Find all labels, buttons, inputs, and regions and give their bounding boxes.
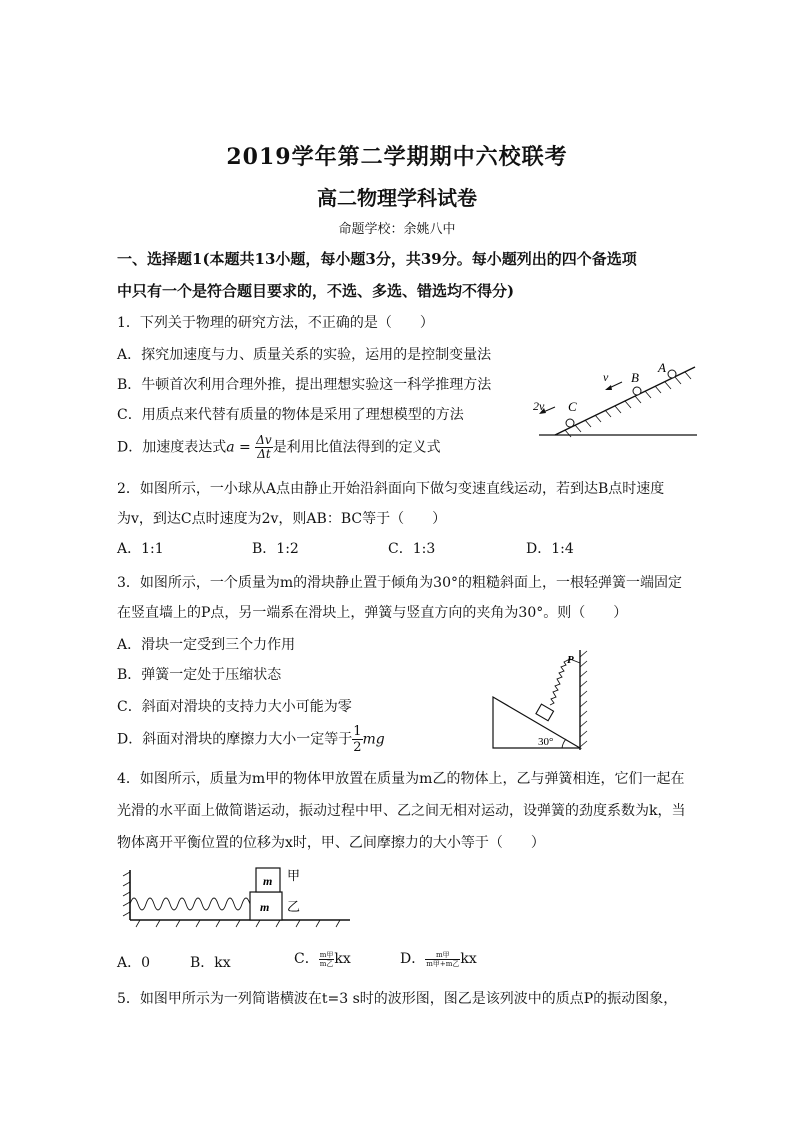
q4-option-d <box>400 948 477 968</box>
q4-stem-line3: 物体离开平衡位置的位移为x时，甲、乙间摩擦力的大小等于（ ） <box>117 835 545 851</box>
q1-fig-label-v: v <box>603 370 609 384</box>
q3-option-d-fraction <box>352 724 362 755</box>
q3-fig-label-angle: 30° <box>538 736 554 748</box>
q1-option-a: A．探究加速度与力、质量关系的实验，运用的是控制变量法 <box>117 347 492 363</box>
q1-fig-label-a: A <box>658 360 666 375</box>
q3-option-d-denominator: 2 <box>353 740 362 755</box>
q1-option-d-fraction <box>255 434 272 461</box>
exam-title: 2019学年第二学期期中六校联考 <box>226 144 568 170</box>
q4-option-d-suffix: kx <box>460 951 477 967</box>
q1-incline-figure <box>525 355 705 445</box>
q4-option-c-fraction <box>319 951 335 968</box>
q2-stem-line1: 2．如图所示，一小球从A点由静止开始沿斜面向下做匀变速直线运动，若到达B点时速度 <box>117 481 665 497</box>
q4-fig-block-bottom: m <box>260 900 270 914</box>
q4-option-c-denominator: m乙 <box>319 959 334 968</box>
q5-stem-line1: 5．如图甲所示为一列简谐横波在t=3 s时的波形图，图乙是该列波中的质点P的振动图象， <box>117 991 678 1007</box>
q3-option-b: B．弹簧一定处于压缩状态 <box>117 667 282 683</box>
q1-option-d <box>117 434 441 461</box>
q4-option-b: B．kx <box>190 955 231 971</box>
q4-fig-label-jia: 甲 <box>287 868 301 883</box>
exam-subtitle: 高二物理学科试卷 <box>317 186 477 210</box>
q4-option-d-denominator: m甲+m乙 <box>426 959 460 968</box>
q3-wedge-figure <box>488 645 603 755</box>
q1-option-d-eq: = <box>234 439 256 456</box>
q1-fig-label-b: B <box>631 370 639 385</box>
q4-option-d-numerator: m甲 <box>425 951 460 960</box>
q3-fig-label-p: P <box>567 654 574 666</box>
q4-fig-block-top: m <box>263 874 273 888</box>
q1-fig-label-c: C <box>568 399 577 414</box>
q4-stem-line1: 4．如图所示，质量为m甲的物体甲放置在质量为m乙的物体上，乙与弹簧相连，它们一起在 <box>117 771 685 787</box>
q3-option-d <box>117 724 385 755</box>
q3-option-d-prefix: D．斜面对滑块的摩擦力大小一定等于 <box>117 731 353 748</box>
q1-option-d-prefix: D．加速度表达式 <box>117 439 227 456</box>
q2-option-a: A．1:1 <box>117 541 164 557</box>
q4-option-c-suffix: kx <box>334 951 351 967</box>
q3-option-d-numerator: 1 <box>353 724 362 739</box>
q4-fig-label-yi: 乙 <box>287 899 301 914</box>
q1-option-d-var: a <box>226 439 235 456</box>
q4-option-c <box>294 948 351 968</box>
q1-stem: 1．下列关于物理的研究方法，不正确的是（ ） <box>117 315 434 331</box>
q4-option-d-prefix: D． <box>400 951 426 967</box>
q4-option-d-fraction <box>425 951 460 968</box>
q4-spring-figure <box>120 860 360 930</box>
q3-option-d-suffix: mg <box>362 731 385 748</box>
q3-option-a: A．滑块一定受到三个力作用 <box>117 637 296 653</box>
q4-option-c-prefix: C． <box>294 951 319 967</box>
q3-stem-line1: 3．如图所示，一个质量为m的滑块静止置于倾角为30°的粗糙斜面上，一根轻弹簧一端固定 <box>117 575 682 591</box>
q1-fig-label-2v: 2v <box>533 399 545 413</box>
q2-option-b: B．1:2 <box>252 541 299 557</box>
q1-option-b: B．牛顿首次利用合理外推，提出理想实验这一科学推理方法 <box>117 377 492 393</box>
section1-heading-line2: 中只有一个是符合题目要求的，不选、多选、错选均不得分) <box>117 282 515 300</box>
q4-option-c-numerator: m甲 <box>319 950 334 959</box>
q1-option-c: C．用质点来代替有质量的物体是采用了理想模型的方法 <box>117 407 464 423</box>
q4-option-a: A．0 <box>117 955 151 971</box>
q2-option-d: D．1:4 <box>526 541 574 557</box>
q1-option-d-suffix: 是利用比值法得到的定义式 <box>272 439 441 456</box>
q2-stem-line2: 为v，到达C点时速度为2v，则AB：BC等于（ ） <box>117 511 447 527</box>
q1-option-d-numerator: Δv <box>256 433 272 447</box>
q1-option-d-denominator: Δt <box>257 447 271 461</box>
section1-heading-line1: 一、选择题1(本题共13小题，每小题3分，共39分。每小题列出的四个备选项 <box>117 250 637 268</box>
q3-stem-line2: 在竖直墙上的P点，另一端系在滑块上，弹簧与竖直方向的夹角为30°。则（ ） <box>117 605 628 621</box>
exam-school: 命题学校：余姚八中 <box>338 222 456 237</box>
q4-stem-line2: 光滑的水平面上做简谐运动，振动过程中甲、乙之间无相对运动，设弹簧的劲度系数为k，当 <box>117 803 686 819</box>
q2-option-c: C．1:3 <box>388 541 436 557</box>
q3-option-c: C．斜面对滑块的支持力大小可能为零 <box>117 699 352 715</box>
